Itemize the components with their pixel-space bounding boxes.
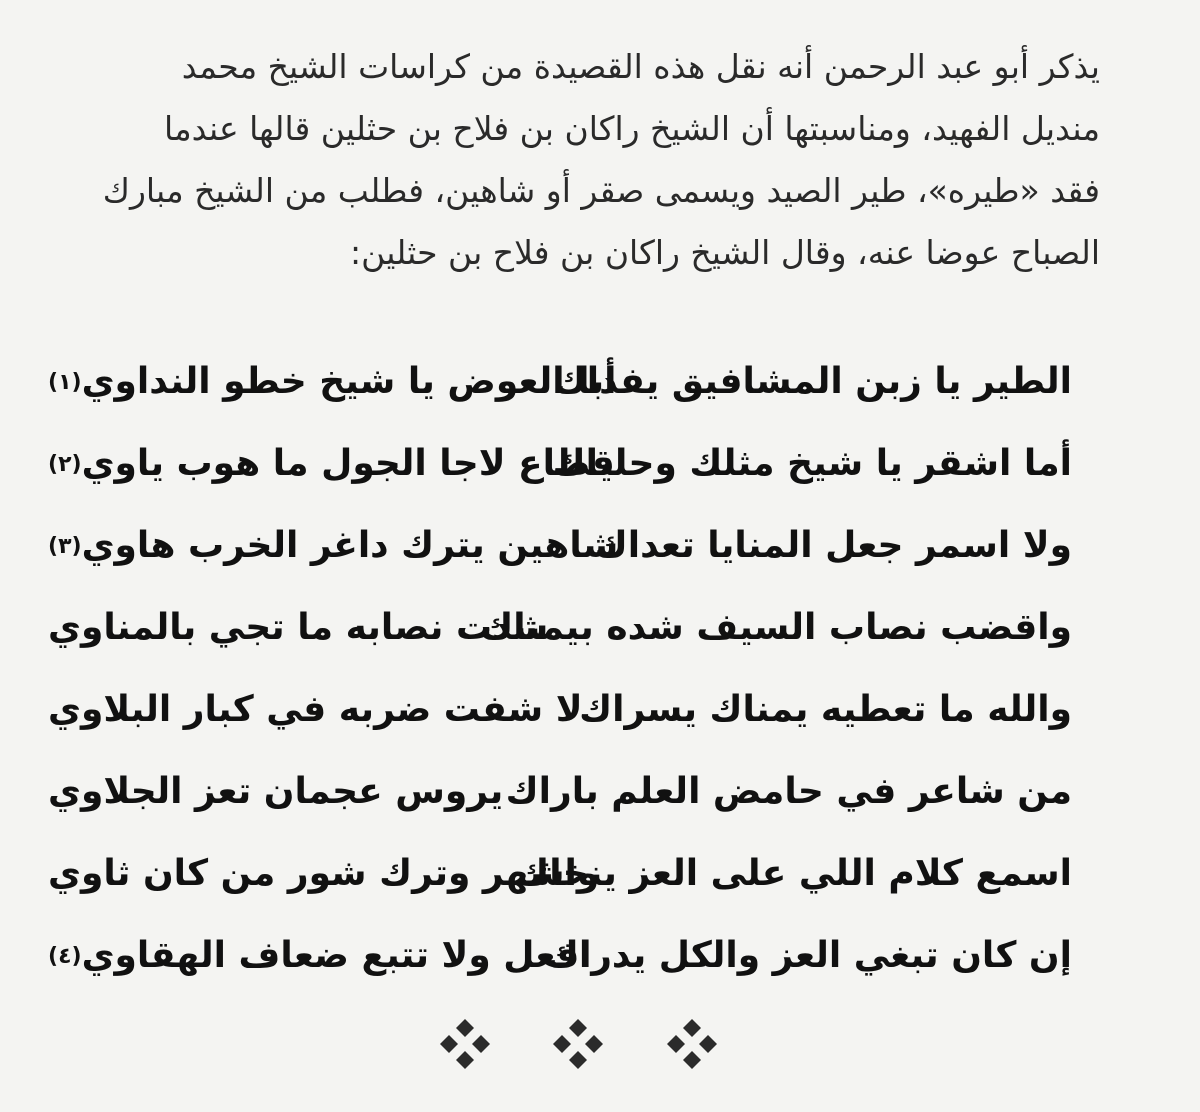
ornament-diamond xyxy=(456,1019,474,1037)
verse-second-text: شدت نصابه ما تجي بالمناوي xyxy=(48,607,549,648)
poem-verse xyxy=(0,680,1200,762)
verse-first-hemistich: أما اشقر يا شيخ مثلك وحلياك xyxy=(552,443,1072,484)
poem-verse xyxy=(0,762,1200,844)
verse-second-text: قطاع لاجا الجول ما هوب ياوي xyxy=(81,443,615,484)
verse-first-hemistich: إن كان تبغي العز والكل يدراك xyxy=(545,935,1072,976)
ornament-diamond xyxy=(585,1035,603,1053)
verse-second-hemistich xyxy=(48,598,548,659)
verse-second-hemistich xyxy=(48,926,592,987)
poem-verse xyxy=(0,434,1200,516)
verse-second-hemistich xyxy=(48,516,618,577)
verse-second-hemistich xyxy=(48,844,599,905)
verse-first-hemistich: ولا اسمر جعل المنايا تعداك xyxy=(594,525,1072,566)
poem-verse xyxy=(0,926,1200,1008)
ornament-diamond xyxy=(472,1035,490,1053)
footnote-marker: (١) xyxy=(48,370,82,395)
intro-line: منديل الفهيد، ومناسبتها أن الشيخ راكان بن فلاح بن حثلين قالها عندما xyxy=(163,109,1100,148)
verse-second-text: افعل ولا تتبع ضعاف الهقاوي xyxy=(81,935,592,976)
verse-first-hemistich: الطير يا زبن المشافيق يفداك xyxy=(553,361,1072,402)
footnote-marker: (٣) xyxy=(48,534,82,559)
ornament-diamond xyxy=(683,1051,701,1069)
poem-verse xyxy=(0,352,1200,434)
verse-second-hemistich xyxy=(48,434,615,495)
verse-second-hemistich xyxy=(48,352,617,413)
four-diamond-ornament-icon xyxy=(552,1018,604,1070)
poem-verse xyxy=(0,598,1200,680)
ornament-divider xyxy=(0,1018,1200,1078)
poem-verse xyxy=(0,844,1200,926)
ornament-diamond xyxy=(553,1035,571,1053)
verse-second-text: يروس عجمان تعز الجلاوي xyxy=(48,771,504,812)
verse-second-text: أبا العوض يا شيخ خطو النداوي xyxy=(81,361,617,402)
intro-paragraph xyxy=(50,36,1100,284)
verse-first-hemistich: واقضب نصاب السيف شده بيمناك xyxy=(480,607,1072,648)
verse-second-text: شاهين يترك داغر الخرب هاوي xyxy=(81,525,619,566)
ornament-diamond xyxy=(456,1051,474,1069)
four-diamond-ornament-icon xyxy=(666,1018,718,1070)
ornament-diamond xyxy=(440,1035,458,1053)
ornament-diamond xyxy=(667,1035,685,1053)
footnote-marker: (٤) xyxy=(48,944,82,969)
ornament-diamond xyxy=(699,1035,717,1053)
verse-first-hemistich: والله ما تعطيه يمناك يسراك xyxy=(579,689,1072,730)
ornament-diamond xyxy=(569,1051,587,1069)
verse-second-hemistich xyxy=(48,680,583,741)
verse-first-hemistich: اسمع كلام اللي على العز ينخاك xyxy=(516,853,1072,894)
verse-second-text: لا شفت ضربه في كبار البلاوي xyxy=(48,689,583,730)
verse-second-hemistich xyxy=(48,762,503,823)
ornament-diamond xyxy=(569,1019,587,1037)
poem-verse xyxy=(0,516,1200,598)
intro-line: يذكر أبو عبد الرحمن أنه نقل هذه القصيدة من كراسات الشيخ محمد xyxy=(181,47,1100,86)
footnote-marker: (٢) xyxy=(48,452,82,477)
verse-first-hemistich: من شاعر في حامض العلم باراك xyxy=(505,771,1072,812)
poem xyxy=(0,352,1200,1008)
four-diamond-ornament-icon xyxy=(439,1018,491,1070)
intro-line: فقد «طيره»، طير الصيد ويسمى صقر أو شاهين، فطلب من الشيخ مبارك xyxy=(102,171,1100,210)
verse-second-text: واشهر وترك شور من كان ثاوي xyxy=(48,853,600,894)
ornament-diamond xyxy=(683,1019,701,1037)
intro-line: الصباح عوضا عنه، وقال الشيخ راكان بن فلاح بن حثلين: xyxy=(350,233,1100,272)
